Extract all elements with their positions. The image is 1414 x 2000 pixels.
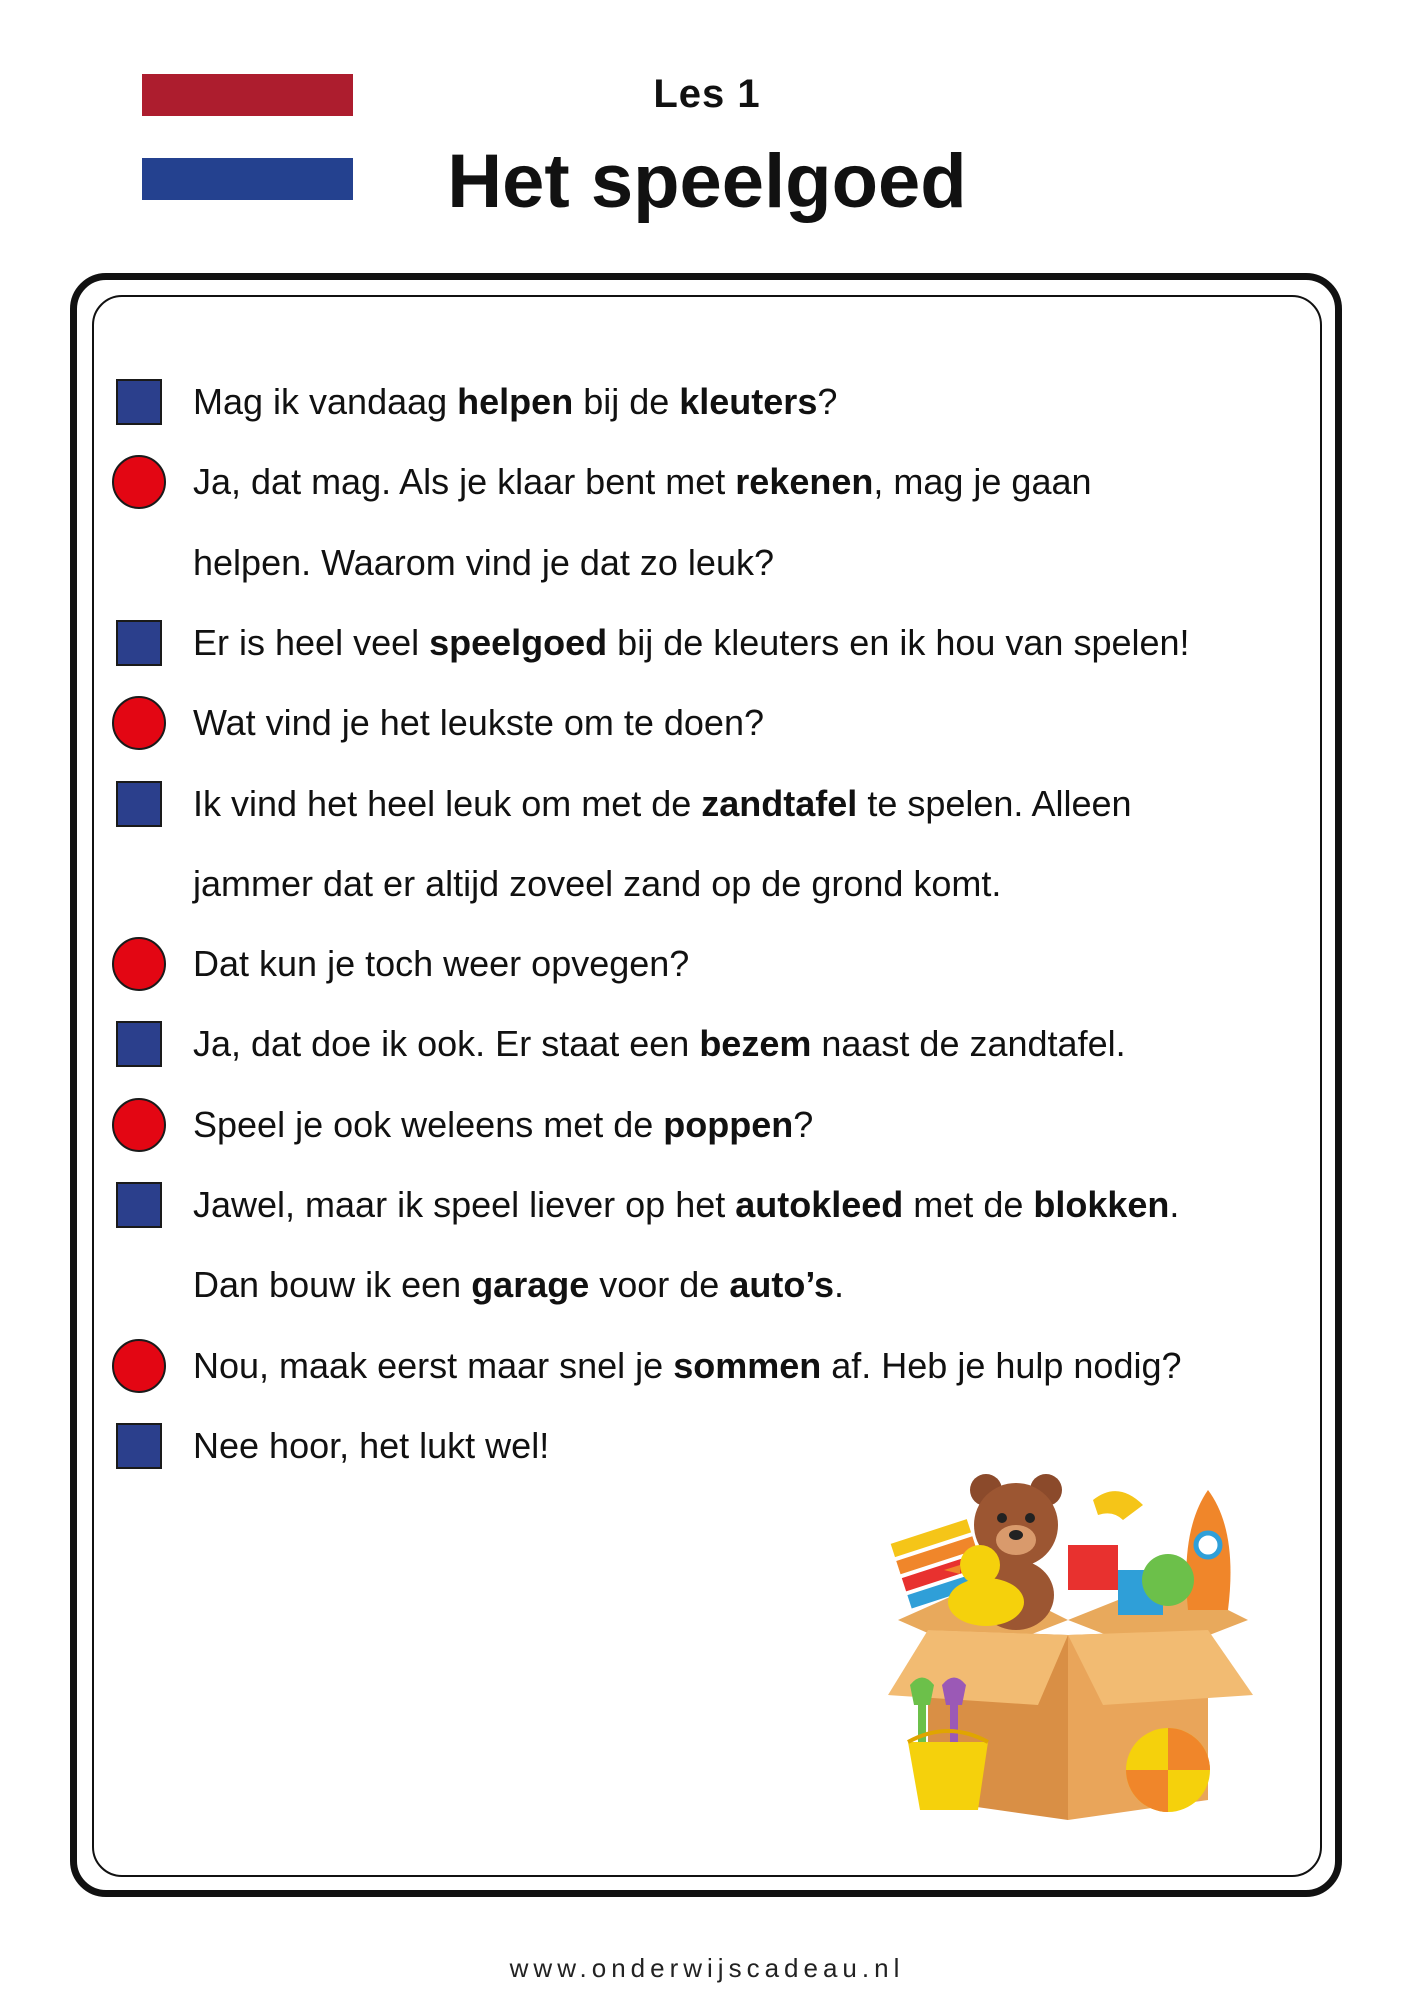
dialogue-line (193, 372, 1313, 432)
rocket-icon (1186, 1490, 1230, 1610)
red-block-icon (1068, 1545, 1118, 1590)
speaker-square-icon (116, 781, 162, 827)
keyword: garage (471, 1264, 590, 1305)
dialogue-text: Ik vind het heel leuk om met de (193, 783, 702, 824)
dialogue-line (193, 1336, 1313, 1396)
keyword: bezem (699, 1023, 812, 1064)
website-url: www.onderwijscadeau.nl (509, 1953, 905, 1983)
dialogue-text: Er is heel veel (193, 622, 430, 663)
keyword: poppen (663, 1104, 794, 1145)
dialogue-text: Dan bouw ik een (193, 1264, 472, 1305)
keyword: blokken (1033, 1184, 1170, 1225)
dialogue-text: Dat kun je toch weer opvegen? (193, 943, 690, 984)
dialogue-text: te spelen. Alleen (857, 783, 1132, 824)
speaker-circle-icon (112, 937, 166, 991)
dialogue-text: Wat vind je het leukste om te doen? (193, 702, 764, 743)
dialogue-text: ? (817, 381, 838, 422)
dialogue-text: ? (793, 1104, 814, 1145)
keyword: helpen (457, 381, 574, 422)
keyword: sommen (673, 1345, 822, 1386)
dialogue-line (193, 1014, 1313, 1074)
dialogue-line (193, 1416, 1313, 1476)
dialogue-text: af. Heb je hulp nodig? (821, 1345, 1182, 1386)
dialogue-line (193, 693, 1313, 753)
dialogue-line (193, 854, 1313, 914)
dialogue-text: Speel je ook weleens met de (193, 1104, 664, 1145)
dialogue-text: . (1169, 1184, 1180, 1225)
keyword: auto’s (729, 1264, 835, 1305)
speaker-square-icon (116, 1423, 162, 1469)
speaker-circle-icon (112, 1098, 166, 1152)
dialogue-line (193, 934, 1313, 994)
speaker-circle-icon (112, 1339, 166, 1393)
dialogue-text: Ja, dat doe ik ook. Er staat een (193, 1023, 700, 1064)
green-ball-icon (1142, 1554, 1194, 1606)
dialogue-text: jammer dat er altijd zoveel zand op de grond komt. (193, 863, 1002, 904)
dialogue-text: naast de zandtafel. (811, 1023, 1126, 1064)
dialogue-line (193, 774, 1313, 834)
dialogue-line (193, 1255, 1313, 1315)
dialogue-line (193, 613, 1313, 673)
speaker-square-icon (116, 1182, 162, 1228)
beach-ball-icon (1126, 1728, 1210, 1812)
dialogue-text: . (834, 1264, 845, 1305)
keyword: speelgoed (429, 622, 608, 663)
lesson-number: Les 1 (653, 72, 761, 116)
keyword: kleuters (679, 381, 818, 422)
dialogue-text: Mag ik vandaag (193, 381, 458, 422)
dialogue-text: Ja, dat mag. Als je klaar bent met (193, 461, 736, 502)
dialogue-line (193, 1175, 1313, 1235)
dialogue-text: Nou, maak eerst maar snel je (193, 1345, 674, 1386)
dialogue-text: , mag je gaan (873, 461, 1092, 502)
speaker-square-icon (116, 379, 162, 425)
page-title: Het speelgoed (447, 139, 967, 224)
dialogue-text: bij de (573, 381, 680, 422)
dialogue-text: bij de kleuters en ik hou van spelen! (607, 622, 1190, 663)
keyword: autokleed (735, 1184, 904, 1225)
trumpet-icon (1093, 1491, 1143, 1520)
speaker-square-icon (116, 620, 162, 666)
keyword: zandtafel (701, 783, 858, 824)
dialogue-text: Jawel, maar ik speel liever op het (193, 1184, 736, 1225)
speaker-square-icon (116, 1021, 162, 1067)
dialogue-text: met de (903, 1184, 1034, 1225)
dialogue-text: voor de (589, 1264, 730, 1305)
speaker-circle-icon (112, 455, 166, 509)
dialogue-text: helpen. Waarom vind je dat zo leuk? (193, 542, 774, 583)
speaker-circle-icon (112, 696, 166, 750)
dialogue-text: Nee hoor, het lukt wel! (193, 1425, 550, 1466)
toy-box-icon (868, 1470, 1268, 1830)
dialogue-line (193, 533, 1313, 593)
dialogue-line (193, 452, 1313, 512)
dialogue-line (193, 1095, 1313, 1155)
keyword: rekenen (735, 461, 874, 502)
